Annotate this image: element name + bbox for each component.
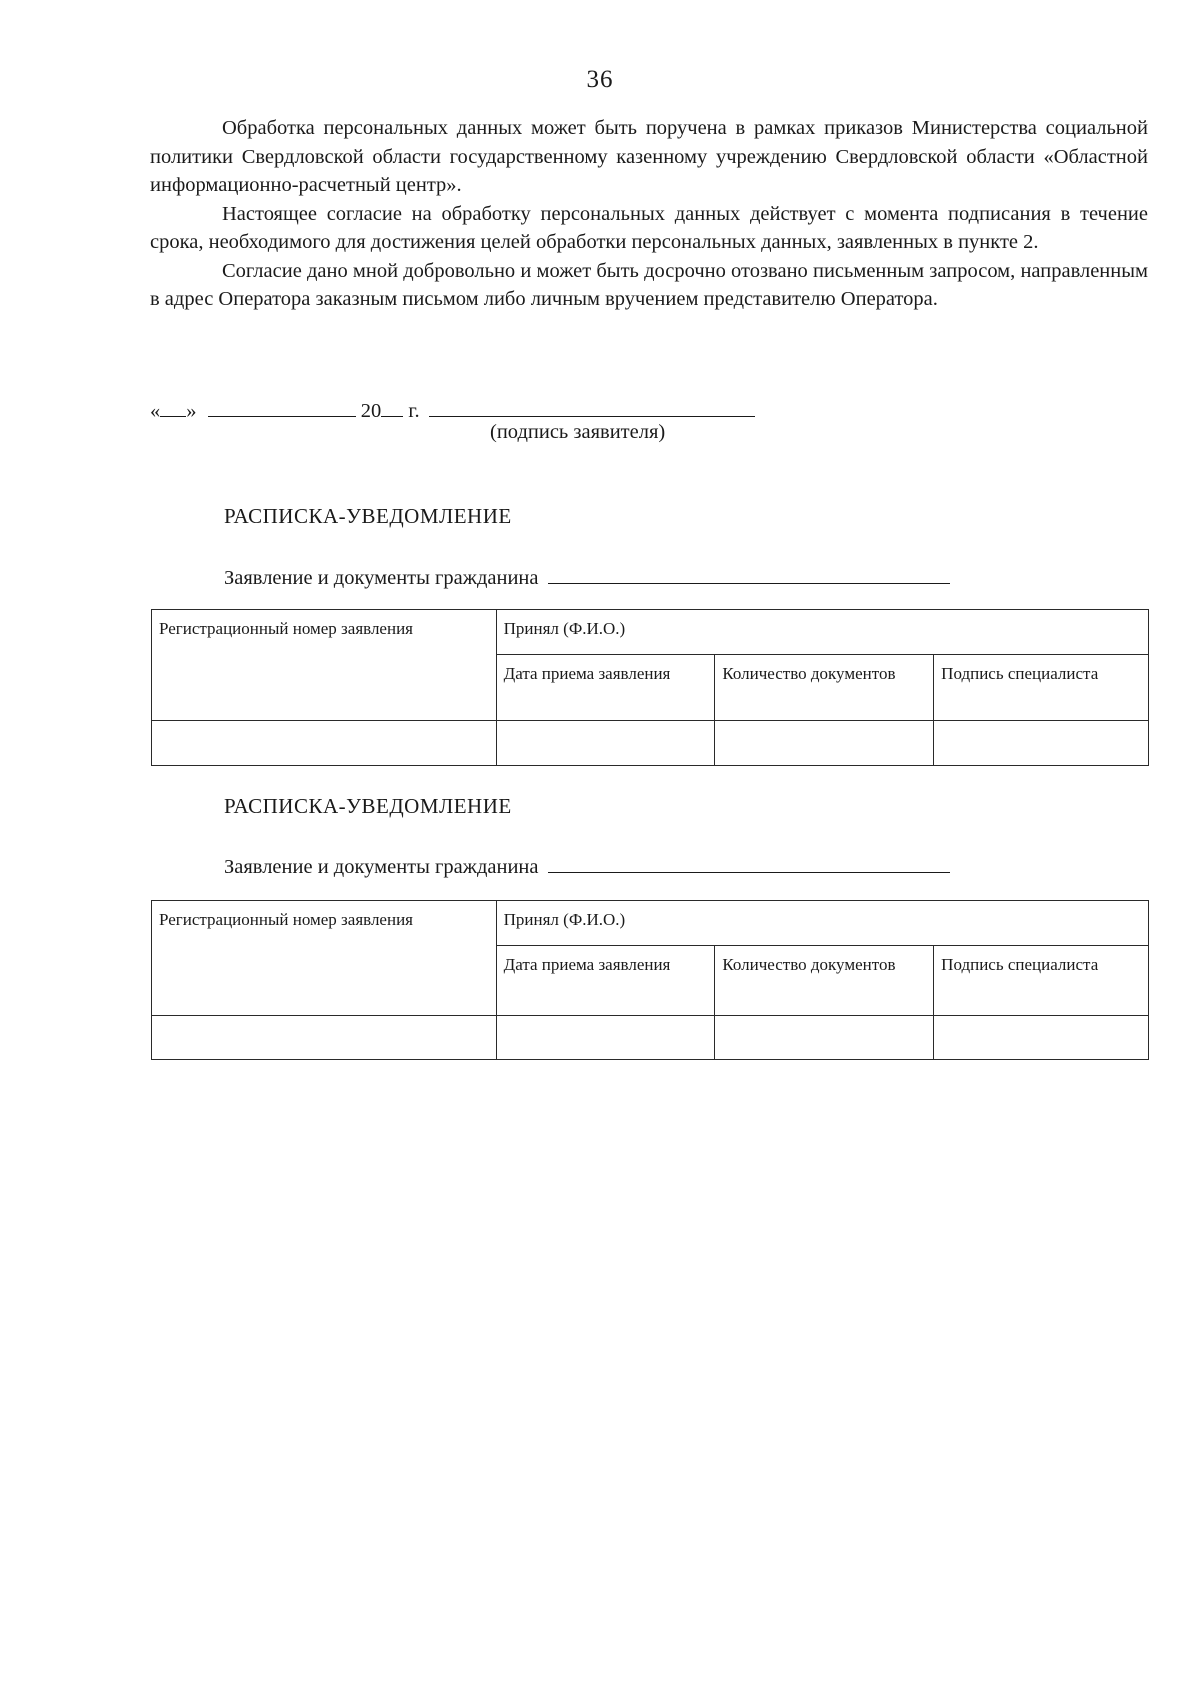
specialist-signature-cell[interactable] — [934, 721, 1149, 766]
year-prefix: 20 — [360, 400, 382, 422]
reg-number-cell[interactable] — [152, 721, 497, 766]
specialist-signature-cell[interactable] — [934, 1016, 1149, 1060]
consent-paragraph: Обработка персональных данных может быть поручена в рамках приказов Министерства социальной политики Свердловской области государственному казенному учреждению Свердловской области «Областной информационно-расчетный центр». — [150, 117, 1148, 196]
date-received-cell[interactable] — [496, 1016, 715, 1060]
citizen-line — [224, 852, 950, 879]
day-blank[interactable] — [160, 396, 186, 417]
consent-paragraph: Настоящее согласие на обработку персональных данных действует с момента подписания в течение срока, необходимого для достижения целей обработки персональных данных, заявленных в пункте 2. — [150, 202, 1148, 253]
document-count-header: Количество документов — [715, 655, 934, 721]
page-number: 36 — [586, 66, 614, 93]
consent-paragraph: Согласие дано мной добровольно и может быть досрочно отозвано письменным запросом, направленным в адрес Оператора заказным письмом либо личным вручением представителю Оператора. — [150, 259, 1148, 310]
receipt-table — [151, 900, 1149, 1060]
date-received-header: Дата приема заявления — [496, 655, 715, 721]
date-quote-close: » — [186, 400, 197, 422]
citizen-label: Заявление и документы гражданина — [224, 856, 539, 878]
year-blank[interactable] — [381, 396, 403, 417]
document-count-cell[interactable] — [715, 1016, 934, 1060]
receipt-title: РАСПИСКА-УВЕДОМЛЕНИЕ — [224, 504, 512, 528]
document-count-header: Количество документов — [715, 946, 934, 1016]
reg-number-cell[interactable] — [152, 1016, 497, 1060]
citizen-name-blank[interactable] — [548, 852, 950, 873]
reg-number-header: Регистрационный номер заявления — [152, 610, 497, 721]
accepted-by-header: Принял (Ф.И.О.) — [496, 610, 1148, 655]
signature-caption: (подпись заявителя) — [490, 421, 666, 443]
specialist-signature-header: Подпись специалиста — [934, 655, 1149, 721]
citizen-name-blank[interactable] — [548, 563, 950, 584]
citizen-line — [224, 563, 950, 590]
accepted-by-header: Принял (Ф.И.О.) — [496, 901, 1148, 946]
document-count-cell[interactable] — [715, 721, 934, 766]
date-received-header: Дата приема заявления — [496, 946, 715, 1016]
month-blank[interactable] — [208, 396, 356, 417]
specialist-signature-header: Подпись специалиста — [934, 946, 1149, 1016]
reg-number-header: Регистрационный номер заявления — [152, 901, 497, 1016]
year-suffix: г. — [408, 400, 420, 422]
receipt-title: РАСПИСКА-УВЕДОМЛЕНИЕ — [224, 794, 512, 818]
receipt-table — [151, 609, 1149, 766]
date-quote-open: « — [150, 400, 161, 422]
date-received-cell[interactable] — [496, 721, 715, 766]
citizen-label: Заявление и документы гражданина — [224, 567, 539, 589]
signature-date-line — [150, 396, 755, 423]
applicant-signature-blank[interactable] — [429, 396, 755, 417]
consent-text — [150, 114, 1148, 314]
